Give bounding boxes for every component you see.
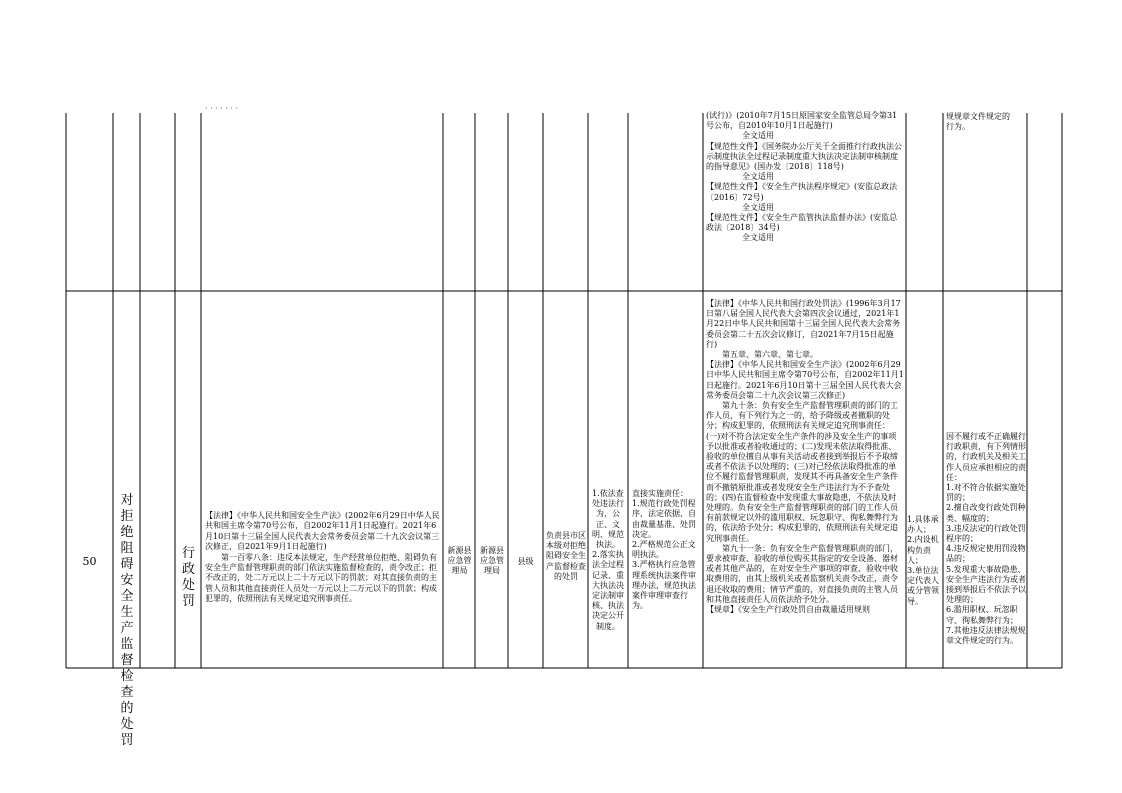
responsible-dept-text: 新源县应急管理局	[480, 546, 504, 576]
accountability-basis-line: 【规章】《安全生产行政处罚自由裁量适用规则	[706, 605, 870, 615]
top-row-fragment	[205, 104, 285, 114]
row-number-text: 50	[82, 555, 97, 568]
item-category-text: 行政处罚	[181, 546, 195, 609]
responsibility-content-text: 1.依法查处违法行为，公正、文明、规范执法。 2.落实执法全过程记录、重大执法决定法制审核、执法决定公开制度。	[592, 489, 624, 631]
implementing-body	[445, 546, 474, 586]
responsibility-basis-text: 直接实施责任： 1.规范行政处罚程序，法定依据、自由裁量基准、处罚决定。 2.严格规范公正文明执法。 3.严格执行应急管理系统执法案件审理办法，规范执法案件审理审查行为。	[632, 489, 696, 611]
top-basis-line: 全文适用	[742, 172, 774, 182]
item-category	[176, 546, 201, 609]
notes	[1028, 540, 1061, 560]
top-accountability-line: 行为。	[946, 122, 970, 132]
top-basis-line: 全文适用	[742, 131, 774, 141]
legal-basis-law: 【法律】《中华人民共和国安全生产法》(2002年6月29日中华人民共和国主席令第70号公布，自2002年11月1日起施行。2021年6月10日第十三届全国人民代表大会常务委员会第二十九次会议第三次修正，自2021年9月1日起施行)	[205, 511, 440, 552]
responsibility-content	[589, 489, 627, 639]
accountability-situations	[946, 432, 1026, 667]
accountability-subject	[907, 515, 943, 605]
legal-basis-article: 第一百零八条：违反本法规定，生产经营单位拒绝、阻碍负有安全生产监督管理职责的部门依法实施监督检查的，责令改正；拒不改正的，处二万元以上二十万元以下的罚款；对其直接负责的主管人员和其他直接责任人员处一万元以上二万元以下的罚款；构成犯罪的，依照刑法有关规定追究刑事责任。	[205, 552, 437, 604]
top-row-accountability	[946, 112, 1026, 142]
accountability-situations-text: 因不履行或不正确履行行政职责，有下列情形的，行政机关及相关工作人员应承担相应的责任： 1.对不符合依据实施处罚的； 2.擅自改变行政处罚种类、幅度的； 3.违反法定的行政处罚程序的； 4.违反规定使用罚没物品的； 5.发现重大事故隐患、安全生产违法行为或者接到举报后不依法予以处理的； 6.滥用职权、玩忽职守、徇私舞弊行为； 7.其他违反法律法规规章文件规定的行为。	[946, 432, 1026, 646]
row-number	[66, 557, 113, 571]
legal-basis	[205, 511, 441, 631]
accountability-subject-text: 1.具体承办人； 2.内设机构负责人； 3.单位法定代表人或分管领导。	[907, 515, 939, 606]
top-basis-line: 【规范性文件】《安全生产监管执法监督办法》(安监总政法〔2018〕34号)	[706, 213, 898, 233]
accountability-basis-line: 【法律】《中华人民共和国安全生产法》(2002年6月29日中华人民共和国主席令第70号公布，自2002年11月1日起施行。2021年6月10日第十三届全国人民代表大会常务委员会第二十九次会议第三次修正)	[706, 360, 904, 400]
accountability-basis-line: 【法律】《中华人民共和国行政处罚法》(1996年3月17日第八届全国人民代表大会第四次会议通过，2021年1月22日中华人民共和国第十三届全国人民代表大会常务委员会第二十五次会议修订，自2021年7月15日起施行)	[706, 299, 901, 349]
responsible-dept	[477, 546, 507, 586]
accountability-basis-line: 第九十条：负有安全生产监督管理职责的部门的工作人员，有下列行为之一的，给予降级或者撤职的处分；构成犯罪的，依照刑法有关规定追究刑事责任：(一)对不符合法定安全生产条件的涉及安全生产的事项予以批准或者验收通过的；(二)发现未依法取得批准、验收的单位擅自从事有关活动或者接到举报后不予取缔或者不依法予以处理的；(三)对已经依法取得批准的单位不履行监督管理职责，发现其不再具备安全生产条件而不撤销原批准或者发现安全生产违法行为不予查处的；(四)在监督检查中发现重大事故隐患，不依法及时处理的。负有安全生产监督管理职责的部门的工作人员有前款规定以外的滥用职权、玩忽职守、徇私舞弊行为的，依法给予处分；构成犯罪的，依照刑法有关规定追究刑事责任。	[706, 401, 898, 543]
top-basis-line: 全文适用	[742, 233, 774, 243]
accountability-basis	[706, 299, 904, 667]
responsibility-matter	[545, 531, 587, 601]
top-accountability-line: 规规章文件规定的	[946, 112, 1010, 121]
item-name	[115, 493, 139, 748]
responsibility-matter-text: 负责县市区本级对拒绝阻碍安全生产监督检查的处罚	[546, 531, 586, 581]
accountability-basis-line: 第五章、第六章、第七章。	[722, 350, 818, 360]
implementing-body-text: 新源县应急管理局	[447, 546, 472, 576]
top-row-legal-basis	[706, 104, 904, 264]
accountability-basis-line: 第九十一条：负有安全生产监督管理职责的部门，要求被审查、验收的单位购买其指定的安全设备、器材或者其他产品的，在对安全生产事项的审查、验收中收取费用的，由其上级机关或者监察机关责令改正，责令退还收取的费用；情节严重的，对直接负责的主管人员和其他直接责任人员依法给予处分。	[706, 543, 898, 604]
level-text: 县级	[517, 557, 534, 566]
top-basis-line: 【规范性文件】《安全生产执法程序规定》(安监总政法〔2016〕72号)	[706, 182, 898, 202]
top-basis-line: (试行)》(2010年7月15日原国家安全监管总局令第31号公布，自2010年10月1日起施行)	[706, 111, 898, 131]
item-name-text: 对拒绝阻碍安全生产监督检查的处罚	[120, 493, 134, 748]
level	[509, 557, 542, 569]
responsibility-basis	[632, 489, 702, 639]
top-basis-line: 【规范性文件】《国务院办公厅关于全面推行行政执法公示制度执法全过程记录制度重大执法决定法制审核制度的指导意见》(国办发〔2018〕118号)	[706, 141, 902, 172]
top-basis-line: 全文适用	[742, 202, 774, 212]
top-row-fragment-text: · · · · · · ·	[205, 104, 239, 113]
